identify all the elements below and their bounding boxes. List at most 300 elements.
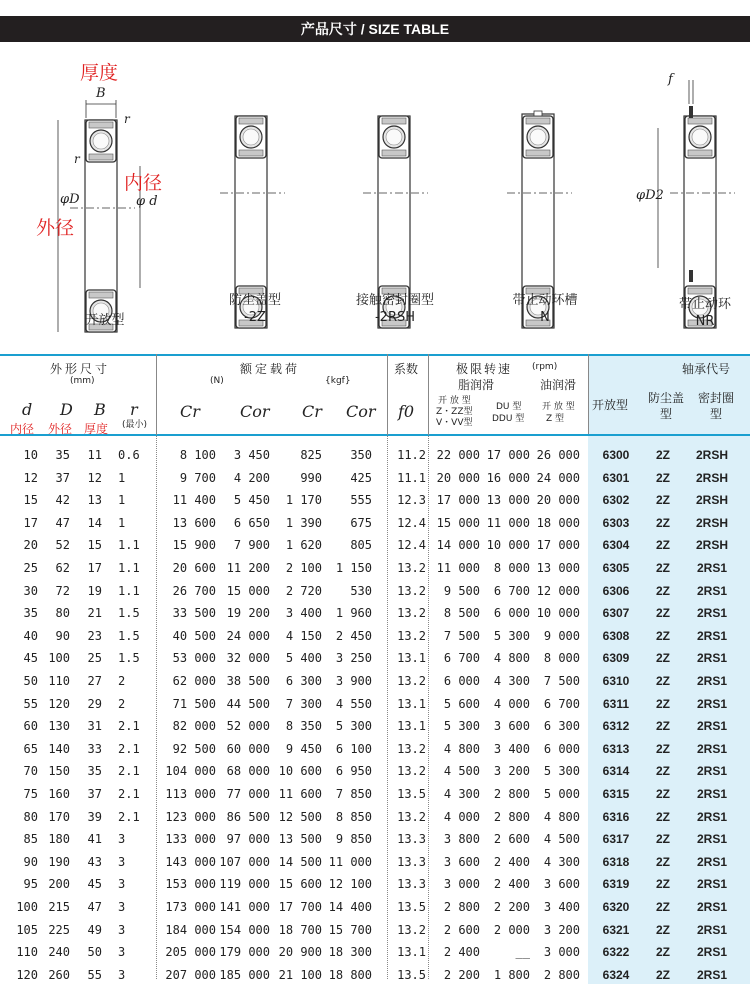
cell-cr-kgf: 9 450 bbox=[285, 741, 322, 756]
cell-code-2rs: 2RS1 bbox=[696, 832, 728, 847]
cell-cor-kgf: 3 900 bbox=[335, 674, 372, 688]
cell-D: 120 bbox=[48, 696, 70, 711]
table-row bbox=[0, 738, 750, 761]
hdr-red-d: 内径 bbox=[10, 422, 35, 436]
cell-B: 27 bbox=[87, 674, 102, 688]
cell-code-2rs: 2RS1 bbox=[696, 787, 728, 801]
table-row bbox=[0, 941, 750, 964]
caption-open bbox=[60, 312, 150, 329]
cell-speed-open: 2 200 bbox=[443, 967, 480, 982]
cell-f0: 13.2 bbox=[397, 561, 426, 575]
hdr-oil-z: Z 型 bbox=[546, 414, 565, 424]
cell-speed-oil: 13 000 bbox=[536, 561, 580, 575]
cell-D: 170 bbox=[48, 809, 70, 824]
cell-f0: 13.2 bbox=[397, 809, 426, 824]
cell-code-open: 6310 bbox=[602, 674, 630, 688]
cell-f0: 13.5 bbox=[397, 967, 426, 982]
cell-cor-kgf: 1 150 bbox=[335, 561, 372, 575]
cell-code-open: 6313 bbox=[602, 741, 630, 756]
dim-outer-d: φD bbox=[60, 192, 80, 207]
cell-code-2rs: 2RSH bbox=[695, 515, 728, 530]
cell-speed-open: 6 000 bbox=[443, 674, 480, 688]
cell-cr: 82 000 bbox=[172, 719, 216, 734]
cell-r: 1 bbox=[118, 493, 126, 508]
cell-d: 50 bbox=[23, 674, 38, 688]
cell-speed-du: 6 700 bbox=[493, 583, 530, 598]
cell-cr: 62 000 bbox=[172, 674, 216, 688]
caption-2z bbox=[210, 292, 300, 326]
cell-cor: 77 000 bbox=[226, 787, 270, 801]
cell-speed-oil: 26 000 bbox=[536, 448, 580, 462]
cell-f0: 13.1 bbox=[397, 651, 426, 666]
cell-speed-open: 5 600 bbox=[443, 696, 480, 711]
hdr-speed: 极限转速 bbox=[456, 362, 513, 376]
cell-cor-kgf: 1 960 bbox=[335, 606, 372, 621]
cell-cr: 71 500 bbox=[172, 696, 216, 711]
cell-speed-oil: 2 800 bbox=[543, 967, 580, 982]
cell-code-2rs: 2RS1 bbox=[696, 696, 728, 711]
cell-code-open: 6316 bbox=[602, 809, 630, 824]
cell-cor-kgf: 8 850 bbox=[335, 809, 372, 824]
table-row bbox=[0, 670, 750, 693]
cell-D: 240 bbox=[48, 945, 70, 960]
cell-r: 2.1 bbox=[118, 787, 140, 801]
cell-cr-kgf: 3 400 bbox=[285, 606, 322, 621]
cell-r: 3 bbox=[118, 900, 126, 914]
cell-code-2z: 2Z bbox=[655, 741, 670, 756]
cell-speed-oil: 6 700 bbox=[543, 696, 580, 711]
cell-speed-open: 11 000 bbox=[436, 561, 480, 575]
cell-code-open: 6317 bbox=[602, 832, 630, 847]
dim-d2: φD2 bbox=[636, 188, 664, 203]
cell-cr-kgf: 21 100 bbox=[278, 967, 322, 982]
cell-code-open: 6324 bbox=[602, 967, 630, 982]
cell-cor-kgf: 425 bbox=[350, 470, 372, 485]
cell-code-open: 6315 bbox=[602, 787, 630, 801]
cell-cr: 20 600 bbox=[172, 561, 216, 575]
cell-code-2z: 2Z bbox=[655, 493, 670, 508]
cell-cr-kgf: 12 500 bbox=[278, 809, 322, 824]
cell-D: 37 bbox=[55, 470, 70, 485]
cell-code-2rs: 2RS1 bbox=[696, 764, 728, 779]
size-table bbox=[0, 354, 750, 984]
cell-code-open: 6319 bbox=[602, 877, 630, 892]
cell-code-2z: 2Z bbox=[655, 561, 670, 575]
cell-d: 45 bbox=[23, 651, 38, 666]
cell-speed-oil: 4 500 bbox=[543, 832, 580, 847]
hdr-grease-zz: Z・ZZ型 bbox=[436, 407, 473, 417]
cell-speed-du: 3 600 bbox=[493, 719, 530, 734]
cell-B: 12 bbox=[87, 470, 102, 485]
caption-2rsh-code: -2RSH bbox=[374, 310, 416, 325]
cell-speed-oil: 9 000 bbox=[543, 628, 580, 643]
cell-code-2rs: 2RS1 bbox=[696, 741, 728, 756]
cell-cr: 133 000 bbox=[165, 832, 216, 847]
cell-cor: 19 200 bbox=[226, 606, 270, 621]
cell-code-2rs: 2RSH bbox=[695, 470, 728, 485]
cell-code-2rs: 2RS1 bbox=[696, 967, 728, 982]
cell-d: 40 bbox=[23, 628, 38, 643]
hdr-col-r-note: (最小) bbox=[122, 420, 148, 430]
cell-code-2z: 2Z bbox=[655, 628, 670, 643]
cell-cor: 11 200 bbox=[226, 561, 270, 575]
table-row bbox=[0, 557, 750, 580]
cell-D: 90 bbox=[55, 628, 70, 643]
hdr-outer-dims: 外形尺寸 bbox=[50, 362, 111, 376]
cell-cr-kgf: 20 900 bbox=[278, 945, 322, 960]
cell-code-open: 6305 bbox=[602, 561, 630, 575]
cell-speed-oil: 3 200 bbox=[543, 922, 580, 937]
cell-d: 75 bbox=[23, 787, 38, 801]
cell-cor-kgf: 530 bbox=[350, 583, 372, 598]
hdr-col-r: r bbox=[130, 400, 138, 419]
hdr-outer-dims-unit: (mm) bbox=[70, 376, 95, 386]
cell-code-2z: 2Z bbox=[655, 877, 670, 892]
cell-d: 65 bbox=[23, 741, 38, 756]
cell-code-2rs: 2RSH bbox=[695, 448, 728, 462]
cell-code-2rs: 2RSH bbox=[695, 493, 728, 508]
cell-f0: 11.2 bbox=[397, 448, 426, 462]
cell-cr: 153 000 bbox=[165, 877, 216, 892]
hdr-grease-ddu: DDU 型 bbox=[492, 414, 525, 424]
cell-d: 90 bbox=[23, 854, 38, 869]
cell-code-open: 6321 bbox=[602, 922, 630, 937]
cell-code-2z: 2Z bbox=[655, 470, 670, 485]
cell-speed-open: 2 800 bbox=[443, 900, 480, 914]
hdr-oil-open: 开 放 型 bbox=[542, 402, 575, 412]
cell-d: 25 bbox=[23, 561, 38, 575]
cell-speed-du: 1 800 bbox=[493, 967, 530, 982]
hdr-load-unit-n: (N) bbox=[210, 376, 224, 386]
page-title: 产品尺寸 / SIZE TABLE bbox=[300, 21, 450, 37]
cell-B: 39 bbox=[87, 809, 102, 824]
cell-code-2z: 2Z bbox=[655, 945, 670, 960]
cell-B: 47 bbox=[87, 900, 102, 914]
cell-code-2z: 2Z bbox=[655, 448, 670, 462]
cell-D: 260 bbox=[48, 967, 70, 982]
cell-speed-oil: 5 000 bbox=[543, 787, 580, 801]
cell-speed-open: 7 500 bbox=[443, 628, 480, 643]
cell-cor: 3 450 bbox=[233, 448, 270, 462]
table-row bbox=[0, 467, 750, 490]
cell-speed-du: 5 300 bbox=[493, 628, 530, 643]
caption-2z-code: -2Z bbox=[244, 310, 266, 325]
cell-cr: 8 100 bbox=[179, 448, 216, 462]
table-row bbox=[0, 919, 750, 942]
cell-code-open: 6304 bbox=[602, 538, 630, 553]
cell-D: 130 bbox=[48, 719, 70, 734]
cell-B: 11 bbox=[87, 448, 102, 462]
cell-cor: 119 000 bbox=[219, 877, 270, 892]
cell-speed-du: 2 000 bbox=[493, 922, 530, 937]
cell-d: 15 bbox=[23, 493, 38, 508]
cell-speed-oil: 12 000 bbox=[536, 583, 580, 598]
hdr-col-cr2: Cr bbox=[302, 402, 322, 421]
cell-d: 17 bbox=[23, 515, 38, 530]
cell-cor-kgf: 6 950 bbox=[335, 764, 372, 779]
cell-speed-oil: 17 000 bbox=[536, 538, 580, 553]
table-row bbox=[0, 715, 750, 738]
cell-B: 55 bbox=[87, 967, 102, 982]
cell-speed-du: 10 000 bbox=[486, 538, 530, 553]
cell-d: 85 bbox=[23, 832, 38, 847]
cell-cr-kgf: 8 350 bbox=[285, 719, 322, 734]
caption-open-name: 开放型 bbox=[85, 313, 125, 328]
dim-r-top: r bbox=[124, 112, 130, 126]
cell-cr-kgf: 825 bbox=[300, 448, 322, 462]
cell-cor: 68 000 bbox=[226, 764, 270, 779]
cell-r: 1 bbox=[118, 515, 126, 530]
cell-cor: 154 000 bbox=[219, 922, 270, 937]
cell-r: 2 bbox=[118, 696, 126, 711]
table-row bbox=[0, 580, 750, 603]
cell-f0: 12.3 bbox=[397, 493, 426, 508]
hdr-oil: 油润滑 bbox=[540, 378, 577, 392]
cell-code-2z: 2Z bbox=[655, 651, 670, 666]
cell-cr-kgf: 5 400 bbox=[285, 651, 322, 666]
cell-speed-du: 13 000 bbox=[486, 493, 530, 508]
cell-speed-open: 5 300 bbox=[443, 719, 480, 734]
table-row bbox=[0, 489, 750, 512]
cell-code-2rs: 2RS1 bbox=[696, 922, 728, 937]
hdr-red-B: 厚度 bbox=[84, 422, 109, 436]
cell-f0: 13.2 bbox=[397, 583, 426, 598]
cell-cr-kgf: 990 bbox=[300, 470, 322, 485]
cell-d: 120 bbox=[16, 967, 38, 982]
cell-code-2z: 2Z bbox=[655, 696, 670, 711]
cell-speed-open: 3 800 bbox=[443, 832, 480, 847]
cell-r: 1.5 bbox=[118, 651, 140, 666]
bearing-diagrams bbox=[0, 48, 750, 348]
cell-speed-open: 20 000 bbox=[436, 470, 480, 485]
cell-speed-open: 3 600 bbox=[443, 854, 480, 869]
cell-cor: 4 200 bbox=[233, 470, 270, 485]
caption-n-code: N bbox=[540, 310, 550, 325]
cell-speed-open: 3 000 bbox=[443, 877, 480, 892]
cell-r: 1.5 bbox=[118, 628, 140, 643]
hdr-col-B: B bbox=[94, 400, 106, 419]
cell-cr-kgf: 1 170 bbox=[285, 493, 322, 508]
table-row bbox=[0, 602, 750, 625]
cell-cr-kgf: 2 100 bbox=[285, 561, 322, 575]
cell-code-open: 6302 bbox=[602, 493, 630, 508]
sep-4 bbox=[588, 354, 589, 434]
cell-code-2rs: 2RS1 bbox=[696, 719, 728, 734]
dim-b: B bbox=[96, 86, 106, 101]
hdr-col-D: D bbox=[60, 400, 73, 419]
cell-code-2rs: 2RS1 bbox=[696, 651, 728, 666]
cell-cr: 33 500 bbox=[172, 606, 216, 621]
table-row bbox=[0, 647, 750, 670]
hdr-speed-unit: (rpm) bbox=[532, 362, 558, 372]
caption-nr bbox=[660, 296, 750, 330]
cell-r: 0.6 bbox=[118, 448, 140, 462]
cell-speed-open: 2 600 bbox=[443, 922, 480, 937]
cell-cr-kgf: 10 600 bbox=[278, 764, 322, 779]
cell-cor: 97 000 bbox=[226, 832, 270, 847]
cell-cr: 13 600 bbox=[172, 515, 216, 530]
cell-d: 80 bbox=[23, 809, 38, 824]
cell-f0: 13.1 bbox=[397, 719, 426, 734]
cell-speed-du: 11 000 bbox=[486, 515, 530, 530]
sep-3 bbox=[428, 354, 429, 434]
hdr-grease: 脂润滑 bbox=[458, 378, 495, 392]
cell-cr: 123 000 bbox=[165, 809, 216, 824]
cell-cr-kgf: 4 150 bbox=[285, 628, 322, 643]
cell-cor-kgf: 11 000 bbox=[328, 854, 372, 869]
cell-f0: 13.5 bbox=[397, 787, 426, 801]
cell-B: 15 bbox=[87, 538, 102, 553]
caption-n-name: 带止动环槽 bbox=[512, 293, 578, 308]
cell-f0: 13.3 bbox=[397, 832, 426, 847]
cell-r: 2.1 bbox=[118, 809, 140, 824]
cell-B: 35 bbox=[87, 764, 102, 779]
cell-cr-kgf: 1 620 bbox=[285, 538, 322, 553]
cell-cor-kgf: 15 700 bbox=[328, 922, 372, 937]
cell-speed-du: 4 300 bbox=[493, 674, 530, 688]
cell-r: 2.1 bbox=[118, 741, 140, 756]
header-bottom-line bbox=[0, 434, 750, 436]
cell-cr-kgf: 11 600 bbox=[278, 787, 322, 801]
dim-inner-d: φ d bbox=[136, 194, 158, 209]
cell-speed-du: 2 400 bbox=[493, 877, 530, 892]
cell-cor: 60 000 bbox=[226, 741, 270, 756]
caption-2rsh-name: 接触密封圈型 bbox=[355, 293, 434, 308]
cell-speed-oil: 4 300 bbox=[543, 854, 580, 869]
caption-2rsh bbox=[340, 292, 450, 326]
cell-code-open: 6314 bbox=[602, 764, 630, 779]
cell-speed-oil: 7 500 bbox=[543, 674, 580, 688]
cell-cr: 104 000 bbox=[165, 764, 216, 779]
cell-D: 190 bbox=[48, 854, 70, 869]
cell-cr: 173 000 bbox=[165, 900, 216, 914]
cell-f0: 13.1 bbox=[397, 945, 426, 960]
cell-code-open: 6320 bbox=[602, 900, 630, 914]
cell-B: 45 bbox=[87, 877, 102, 892]
cell-r: 2.1 bbox=[118, 764, 140, 779]
hdr-col-d: d bbox=[22, 400, 33, 419]
cell-cr-kgf: 13 500 bbox=[278, 832, 322, 847]
cell-D: 35 bbox=[55, 448, 70, 462]
cell-D: 47 bbox=[55, 515, 70, 530]
cell-speed-open: 15 000 bbox=[436, 515, 480, 530]
cell-code-2rs: 2RSH bbox=[695, 538, 728, 553]
cell-f0: 13.2 bbox=[397, 606, 426, 621]
bearing-nr bbox=[658, 80, 735, 328]
cell-d: 110 bbox=[16, 945, 38, 960]
cell-code-open: 6322 bbox=[602, 945, 630, 960]
cell-B: 41 bbox=[87, 832, 102, 847]
cell-cr: 9 700 bbox=[179, 470, 216, 485]
hdr-col-f0: f0 bbox=[398, 402, 415, 421]
cell-f0: 12.4 bbox=[397, 515, 426, 530]
cell-f0: 12.4 bbox=[397, 538, 426, 553]
cell-code-2z: 2Z bbox=[655, 809, 670, 824]
cell-code-open: 6306 bbox=[602, 583, 630, 598]
cell-d: 70 bbox=[23, 764, 38, 779]
cell-code-2z: 2Z bbox=[655, 854, 670, 869]
cell-speed-du: 8 000 bbox=[493, 561, 530, 575]
hdr-load-unit-kgf: {kgf} bbox=[325, 376, 351, 386]
cell-D: 200 bbox=[48, 877, 70, 892]
cell-speed-du: 2 800 bbox=[493, 787, 530, 801]
cell-cor-kgf: 4 550 bbox=[335, 696, 372, 711]
cell-speed-open: 4 300 bbox=[443, 787, 480, 801]
cell-speed-open: 22 000 bbox=[436, 448, 480, 462]
cell-cr-kgf: 2 720 bbox=[285, 583, 322, 598]
cell-cr: 15 900 bbox=[172, 538, 216, 553]
cell-f0: 13.2 bbox=[397, 922, 426, 937]
hdr-code-2rs: 密封圈型 bbox=[697, 391, 734, 421]
cell-speed-oil: 4 800 bbox=[543, 809, 580, 824]
cell-speed-open: 4 800 bbox=[443, 741, 480, 756]
table-row bbox=[0, 512, 750, 535]
cell-d: 95 bbox=[23, 877, 38, 892]
table-row bbox=[0, 806, 750, 829]
dim-f: f bbox=[668, 72, 673, 87]
cell-B: 14 bbox=[87, 515, 102, 530]
cell-cor: 52 000 bbox=[226, 719, 270, 734]
label-inner-red: 内径 bbox=[124, 172, 163, 194]
cell-B: 49 bbox=[87, 922, 102, 937]
cell-cor: 107 000 bbox=[219, 854, 270, 869]
cell-cr: 143 000 bbox=[165, 854, 216, 869]
cell-speed-oil: 3 600 bbox=[543, 877, 580, 892]
label-outer-red: 外径 bbox=[36, 217, 75, 239]
cell-code-2z: 2Z bbox=[655, 515, 670, 530]
hdr-code-open: 开放型 bbox=[592, 398, 629, 412]
cell-D: 160 bbox=[48, 787, 70, 801]
cell-speed-du: 4 800 bbox=[493, 651, 530, 666]
table-row bbox=[0, 693, 750, 716]
cell-cor-kgf: 6 100 bbox=[335, 741, 372, 756]
cell-code-2rs: 2RS1 bbox=[696, 583, 728, 598]
cell-r: 1.5 bbox=[118, 606, 140, 621]
caption-nr-code: NR bbox=[695, 314, 715, 329]
cell-speed-oil: 10 000 bbox=[536, 606, 580, 621]
cell-code-2rs: 2RS1 bbox=[696, 900, 728, 914]
cell-B: 50 bbox=[87, 945, 102, 960]
cell-speed-du: 17 000 bbox=[486, 448, 530, 462]
cell-cor-kgf: 350 bbox=[350, 448, 372, 462]
caption-nr-name: 带止动环 bbox=[678, 297, 731, 312]
cell-speed-du: 2 800 bbox=[493, 809, 530, 824]
cell-cor: 24 000 bbox=[226, 628, 270, 643]
cell-cor: 15 000 bbox=[226, 583, 270, 598]
cell-code-2rs: 2RS1 bbox=[696, 945, 728, 960]
cell-speed-open: 9 500 bbox=[443, 583, 480, 598]
cell-cor-kgf: 805 bbox=[350, 538, 372, 553]
cell-code-2z: 2Z bbox=[655, 583, 670, 598]
cell-f0: 13.2 bbox=[397, 674, 426, 688]
cell-speed-du: 2 200 bbox=[493, 900, 530, 914]
cell-B: 23 bbox=[87, 628, 102, 643]
cell-cr: 26 700 bbox=[172, 583, 216, 598]
cell-cor: 179 000 bbox=[219, 945, 270, 960]
cell-speed-open: 2 400 bbox=[443, 945, 480, 960]
cell-speed-du: 6 000 bbox=[493, 606, 530, 621]
hdr-bearing-code: 轴承代号 bbox=[682, 362, 731, 376]
cell-D: 62 bbox=[55, 561, 70, 575]
cell-r: 2 bbox=[118, 674, 126, 688]
cell-speed-open: 8 500 bbox=[443, 606, 480, 621]
cell-cor: 38 500 bbox=[226, 674, 270, 688]
cell-d: 20 bbox=[23, 538, 38, 553]
cell-d: 100 bbox=[16, 900, 38, 914]
title-bar bbox=[0, 16, 750, 42]
cell-code-open: 6307 bbox=[602, 606, 630, 621]
cell-r: 3 bbox=[118, 854, 126, 869]
